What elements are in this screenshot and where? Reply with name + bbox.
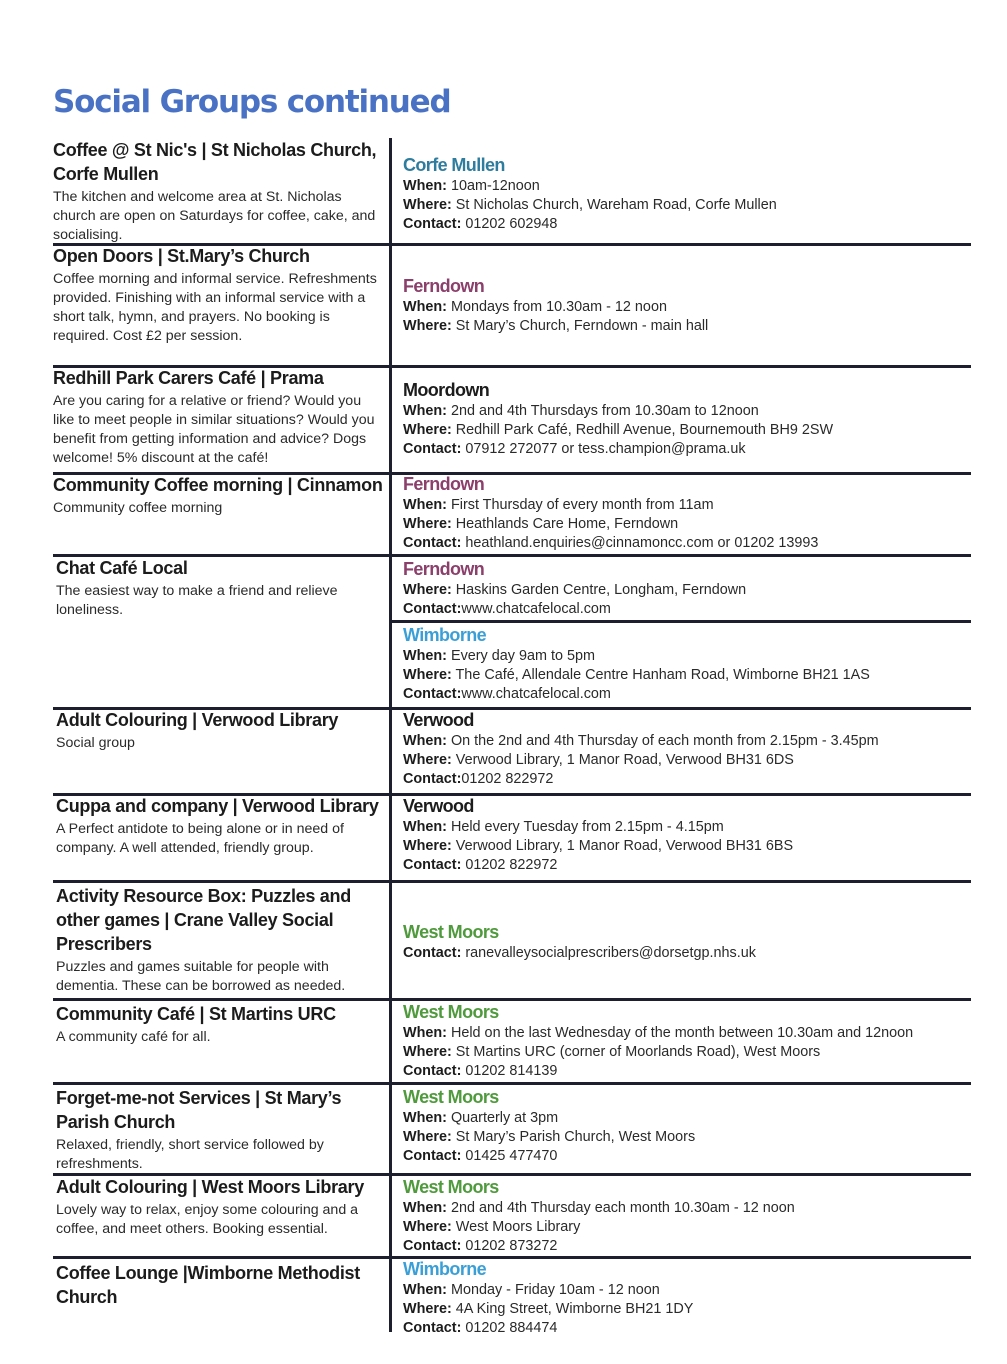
detail-value: 01202 822972: [461, 857, 558, 874]
detail-line: [403, 1147, 1003, 1166]
detail-label: When:: [403, 1110, 447, 1126]
group-location: [403, 624, 1003, 705]
detail-value: Verwood Library, 1 Manor Road, Verwood BH31 6DS: [451, 752, 794, 769]
group-location: [403, 379, 1003, 460]
detail-value: 10am-12noon: [446, 178, 540, 194]
detail-value: Quarterly at 3pm: [446, 1110, 559, 1126]
detail-label: When:: [403, 1025, 447, 1041]
detail-line: [403, 402, 1003, 421]
detail-label: Contact:: [403, 1063, 462, 1080]
detail-value: St Mary’s Parish Church, West Moors: [451, 1129, 696, 1146]
group-title: Adult Colouring | Verwood Library: [56, 710, 339, 730]
detail-label: When:: [403, 178, 447, 194]
detail-line: [403, 1281, 1003, 1300]
detail-label: Contact:: [403, 441, 462, 458]
detail-line: [403, 666, 1003, 685]
detail-line: [403, 215, 1003, 234]
group-location: [403, 795, 1003, 876]
group-description: The kitchen and welcome area at St. Nicholas church are open on Saturdays for coffee, cake, and socialising.: [53, 189, 376, 243]
detail-value: Monday - Friday 10am - 12 noon: [446, 1282, 660, 1298]
detail-line: [403, 298, 1003, 317]
area-heading: Verwood: [403, 710, 474, 730]
detail-value: 4A King Street, Wimborne BH21 1DY: [451, 1301, 694, 1318]
detail-line: [403, 515, 1003, 534]
detail-label: Where:: [403, 1301, 452, 1318]
group-title: Open Doors | St.Mary’s Church: [53, 246, 310, 266]
area-heading: Verwood: [403, 796, 474, 816]
detail-line: [403, 317, 1003, 336]
group-location: [403, 558, 1003, 619]
group-location: [403, 275, 1003, 336]
detail-label: Contact:: [403, 1320, 462, 1337]
detail-line: [403, 770, 1003, 789]
detail-label: Contact:: [403, 601, 462, 618]
detail-label: When:: [403, 733, 447, 749]
area-heading: Wimborne: [403, 1259, 487, 1279]
detail-value: 01202 884474: [461, 1320, 558, 1337]
detail-value: www.chatcafelocal.com: [461, 601, 611, 618]
detail-line: [403, 1043, 1003, 1062]
detail-value: First Thursday of every month from 11am: [446, 497, 714, 513]
group-info: [53, 473, 383, 518]
area-heading: West Moors: [403, 922, 499, 942]
detail-line: [403, 1128, 1003, 1147]
detail-value: Every day 9am to 5pm: [446, 648, 595, 664]
detail-label: Where:: [403, 752, 452, 769]
group-title: Coffee @ St Nic's | St Nicholas Church, Corfe Mullen: [53, 140, 377, 184]
group-title: Forget-me-not Services | St Mary’s Parish Church: [56, 1088, 342, 1132]
detail-value: 01202 814139: [461, 1063, 558, 1080]
group-title: Community Coffee morning | Cinnamon: [53, 475, 383, 495]
detail-label: Contact:: [403, 1148, 462, 1165]
detail-label: Contact:: [403, 857, 462, 874]
detail-value: West Moors Library: [451, 1219, 581, 1236]
detail-line: [403, 421, 1003, 440]
group-location: [403, 1258, 1003, 1339]
detail-value: 01202 873272: [461, 1238, 558, 1255]
group-title: Adult Colouring | West Moors Library: [56, 1177, 364, 1197]
group-description: Lovely way to relax, enjoy some colouring and a coffee, and meet others. Booking essential.: [56, 1202, 359, 1237]
detail-label: Where:: [403, 516, 452, 533]
detail-line: [403, 1062, 1003, 1081]
detail-label: Where:: [403, 1129, 452, 1146]
detail-line: [403, 534, 1003, 553]
detail-label: When:: [403, 497, 447, 513]
detail-line: [403, 944, 1003, 963]
detail-value: 2nd and 4th Thursday each month 10.30am - 12 noon: [446, 1200, 795, 1216]
detail-label: Contact:: [403, 945, 462, 961]
group-description: Social group: [56, 735, 135, 751]
detail-line: [403, 837, 1003, 856]
detail-label: When:: [403, 1200, 447, 1216]
row-divider: [53, 1082, 971, 1085]
detail-label: When:: [403, 648, 447, 664]
area-heading: Ferndown: [403, 276, 485, 296]
area-heading: Wimborne: [403, 625, 487, 645]
group-info: [53, 244, 383, 346]
detail-line: [403, 440, 1003, 459]
detail-value: heathland.enquiries@cinnamoncc.com or 01202 13993: [461, 535, 819, 552]
group-info: [56, 794, 386, 858]
group-info: [53, 366, 383, 468]
group-description: A Perfect antidote to being alone or in need of company. A well attended, friendly group.: [56, 821, 344, 856]
detail-label: Where:: [403, 318, 452, 335]
detail-line: [403, 685, 1003, 704]
detail-value: 01425 477470: [461, 1148, 558, 1165]
detail-label: Where:: [403, 838, 452, 855]
detail-line: [403, 856, 1003, 875]
detail-value: The Café, Allendale Centre Hanham Road, Wimborne BH21 1AS: [451, 667, 870, 684]
group-info: [56, 1261, 386, 1309]
group-location: [403, 921, 1003, 963]
group-description: Are you caring for a relative or friend? Would you like to meet people in similar situations? Would you benefit from getting information and advice? Dogs welcome! 5% discount at the café!: [53, 393, 375, 466]
detail-line: [403, 1319, 1003, 1338]
group-title: Cuppa and company | Verwood Library: [56, 796, 379, 816]
detail-label: Where:: [403, 667, 452, 684]
group-title: Coffee Lounge |Wimborne Methodist Church: [56, 1263, 360, 1307]
sub-row-divider: [391, 620, 971, 623]
group-description: Relaxed, friendly, short service followed by refreshments.: [56, 1137, 324, 1172]
group-location: [403, 1001, 1003, 1082]
detail-value: On the 2nd and 4th Thursday of each month from 2.15pm - 3.45pm: [446, 733, 879, 749]
group-location: [403, 154, 1003, 235]
group-info: [56, 884, 386, 996]
detail-value: 01202 602948: [461, 216, 558, 233]
detail-value: Held on the last Wednesday of the month between 10.30am and 12noon: [446, 1025, 914, 1041]
area-heading: Ferndown: [403, 474, 485, 494]
detail-label: When:: [403, 299, 447, 315]
detail-label: Where:: [403, 197, 452, 214]
group-info: [53, 138, 383, 245]
detail-label: Contact:: [403, 1238, 462, 1255]
detail-label: Where:: [403, 582, 452, 598]
detail-line: [403, 496, 1003, 515]
group-description: The easiest way to make a friend and relieve loneliness.: [56, 583, 338, 618]
detail-value: 01202 822972: [461, 771, 554, 788]
detail-line: [403, 647, 1003, 666]
detail-line: [403, 818, 1003, 837]
detail-label: Contact:: [403, 771, 462, 788]
detail-line: [403, 581, 1003, 600]
detail-line: [403, 196, 1003, 215]
detail-value: Held every Tuesday from 2.15pm - 4.15pm: [446, 819, 724, 835]
detail-value: 2nd and 4th Thursdays from 10.30am to 12noon: [446, 403, 759, 419]
group-title: Redhill Park Carers Café | Prama: [53, 368, 324, 388]
column-divider: [389, 138, 392, 1332]
detail-line: [403, 1024, 1003, 1043]
detail-label: When:: [403, 819, 447, 835]
detail-line: [403, 1199, 1003, 1218]
detail-line: [403, 751, 1003, 770]
area-heading: West Moors: [403, 1087, 499, 1107]
detail-line: [403, 600, 1003, 619]
group-location: [403, 1176, 1003, 1257]
area-heading: Moordown: [403, 380, 490, 400]
area-heading: Ferndown: [403, 559, 485, 579]
detail-value: St Nicholas Church, Wareham Road, Corfe Mullen: [451, 197, 777, 214]
detail-label: When:: [403, 1282, 447, 1298]
detail-line: [403, 1237, 1003, 1256]
group-info: [56, 1002, 386, 1047]
group-title: Chat Café Local: [56, 558, 188, 578]
group-description: Coffee morning and informal service. Refreshments provided. Finishing with an informal service with a short talk, hymn, and prayers. No booking is required. Cost £2 per session.: [53, 271, 377, 344]
detail-value: www.chatcafelocal.com: [461, 686, 611, 703]
group-title: Community Café | St Martins URC: [56, 1004, 336, 1024]
group-info: [56, 1086, 386, 1174]
group-description: Puzzles and games suitable for people with dementia. These can be borrowed as needed.: [56, 959, 346, 994]
area-heading: Corfe Mullen: [403, 155, 505, 175]
detail-value: Verwood Library, 1 Manor Road, Verwood BH31 6BS: [451, 838, 794, 855]
detail-label: When:: [403, 403, 447, 419]
detail-value: St Martins URC (corner of Moorlands Road), West Moors: [451, 1044, 821, 1061]
detail-label: Where:: [403, 1219, 452, 1236]
detail-value: 07912 272077 or tess.champion@prama.uk: [461, 441, 746, 458]
detail-value: Mondays from 10.30am - 12 noon: [446, 299, 667, 315]
detail-label: Contact:: [403, 216, 462, 233]
detail-value: Redhill Park Café, Redhill Avenue, Bournemouth BH9 2SW: [451, 422, 834, 439]
detail-value: St Mary’s Church, Ferndown - main hall: [451, 318, 709, 335]
group-info: [56, 708, 386, 753]
group-description: A community café for all.: [56, 1029, 211, 1045]
detail-value: Haskins Garden Centre, Longham, Ferndown: [451, 582, 747, 598]
detail-label: Where:: [403, 1044, 452, 1061]
group-location: [403, 473, 1003, 554]
detail-line: [403, 732, 1003, 751]
detail-value: Heathlands Care Home, Ferndown: [451, 516, 679, 533]
detail-label: Contact:: [403, 535, 462, 552]
detail-line: [403, 177, 1003, 196]
area-heading: West Moors: [403, 1002, 499, 1022]
group-info: [56, 556, 386, 620]
group-info: [56, 1175, 386, 1239]
group-location: [403, 709, 1003, 790]
group-description: Community coffee morning: [53, 500, 223, 516]
group-title: Activity Resource Box: Puzzles and other games | Crane Valley Social Prescribers: [56, 886, 351, 954]
detail-line: [403, 1218, 1003, 1237]
page-title: Social Groups continued: [53, 84, 451, 120]
area-heading: West Moors: [403, 1177, 499, 1197]
detail-label: Where:: [403, 422, 452, 439]
detail-label: Contact:: [403, 686, 462, 703]
group-location: [403, 1086, 1003, 1167]
detail-line: [403, 1300, 1003, 1319]
detail-value: ranevalleysocialprescribers@dorsetgp.nhs.uk: [461, 945, 756, 961]
detail-line: [403, 1109, 1003, 1128]
row-divider: [53, 880, 971, 883]
